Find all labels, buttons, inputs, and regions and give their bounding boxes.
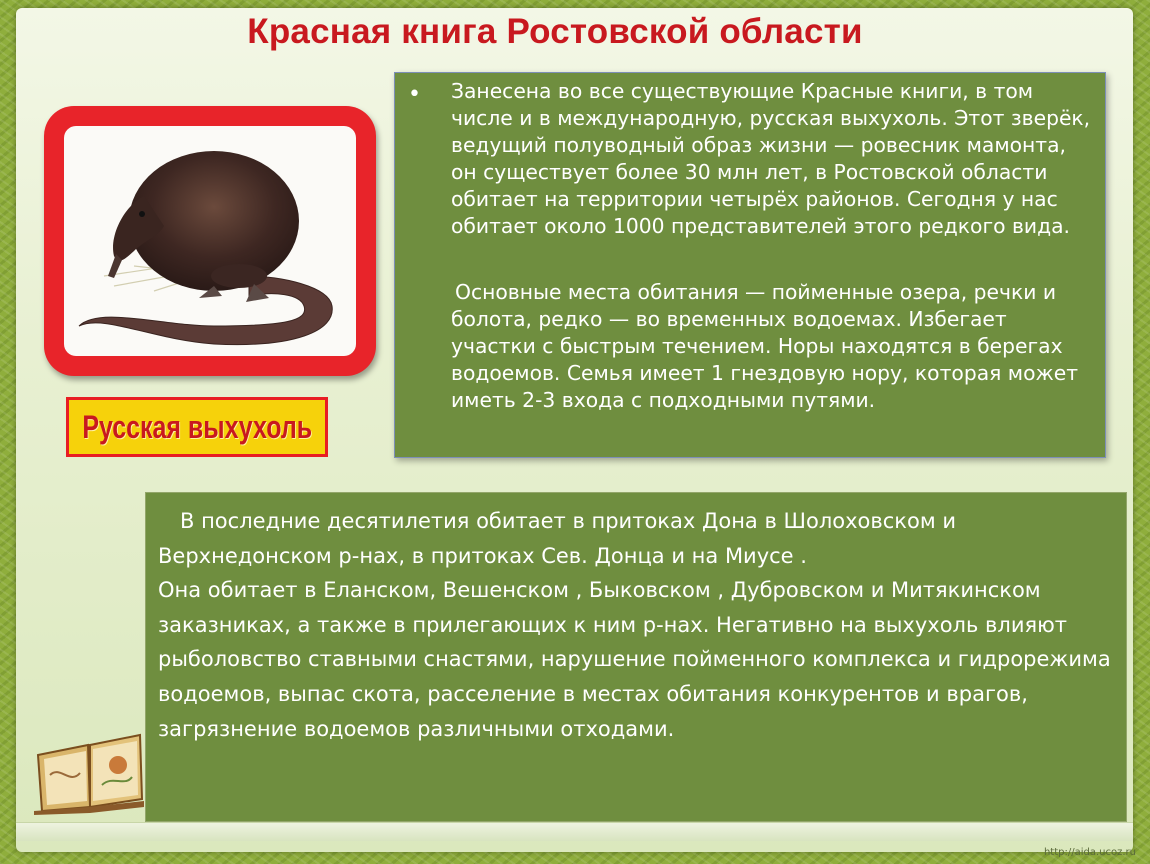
open-book-icon — [30, 715, 148, 815]
photo-frame — [44, 106, 376, 376]
description-paragraph-1: Занесена во все существующие Красные книги, в том числе и в международную, русская выхухоль. Этот зверёк, ведущий полуводный образ жизни — ровесник мамонта, он существует более 30 млн лет, в Ростовской области обитает на территории четырёх районов. Сегодня у нас обитает около 1000 представителей этого редкого вида. — [451, 79, 1091, 239]
info-box-distribution — [145, 492, 1127, 822]
species-name-plate — [66, 397, 328, 457]
species-name: Русская выхухоль — [82, 408, 312, 445]
info-box-description — [394, 72, 1106, 458]
bullet-icon: • — [408, 82, 421, 107]
slide-bottom-strip — [16, 822, 1133, 841]
desman-illustration — [64, 126, 356, 356]
distribution-line-2: Она обитает в Еланском, Вешенском , Быковском , Дубровском и Митякинском заказниках, а также в прилегающих к ним р-нах. Негативно на выхухоль влияют рыболовство ставными снастями, нарушение пойменного комплекса и гидрорежима водоемов, выпас скота, расселение в местах обитания конкурентов и врагов, загрязнение водоемов различными отходами. — [158, 578, 1111, 741]
description-paragraph-2: Основные места обитания — пойменные озера, речки и болота, редко — во временных водоемах. Избегает участки с быстрым течением. Норы находятся в берегах водоемов. Семья имеет 1 гнездовую нору, которая может иметь 2-3 входа с подходными путями. — [451, 280, 1079, 413]
distribution-line-1: В последние десятилетия обитает в притоках Дона в Шолоховском и Верхнедонском р-нах, в притоках Сев. Донца и на Миусе . — [158, 509, 956, 568]
desman-drawing — [64, 126, 356, 356]
distribution-text — [158, 504, 1118, 746]
slide-title: Красная книга Ростовской области — [247, 12, 863, 51]
footer-url: http://aida.ucoz.ru — [1043, 847, 1136, 858]
